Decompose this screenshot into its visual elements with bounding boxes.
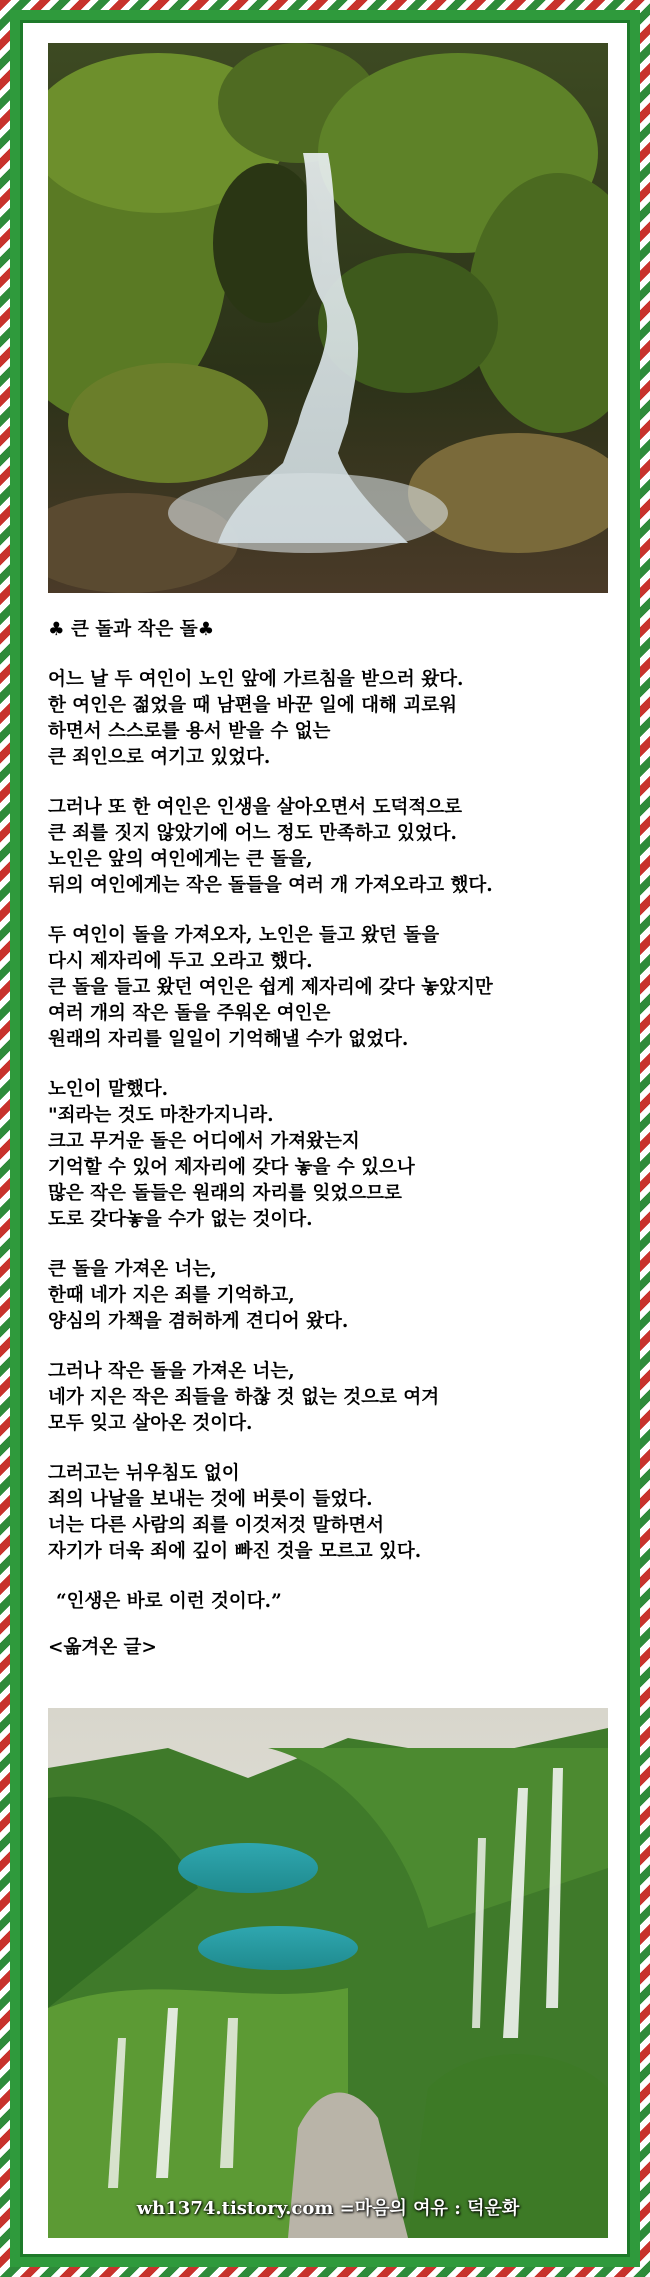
paragraph-2: 그러나 또 한 여인은 인생을 살아오면서 도덕적으로 큰 죄를 짓지 않았기에 어느 정도 만족하고 있었다. 노인은 앞의 여인에게는 큰 돌을, 뒤의 여인에게는 작은 돌들을 여러 개 가져오라고 했다. [48,797,493,896]
article-title: ♣ 큰 돌과 작은 돌♣ [48,619,215,640]
content-card [20,20,630,2257]
waterfall-mossy-rocks-photo [48,43,608,593]
lakes-waterfalls-valley-photo [48,1708,608,2238]
source-note: <옮겨온 글> [48,1637,157,1658]
paragraph-6: 그러나 작은 돌을 가져온 너는, 네가 지은 작은 죄들을 하찮 것 없는 것으로 여겨 모두 잊고 살아온 것이다. [48,1361,440,1434]
paragraph-1: 어느 날 두 여인이 노인 앞에 가르침을 받으러 왔다. 한 여인은 젊었을 때 남편을 바꾼 일에 대해 괴로워 하면서 스스로를 용서 받을 수 없는 큰 죄인으로 여기고 있었다. [48,669,464,768]
paragraph-7: 그러고는 뉘우침도 없이 죄의 나날을 보내는 것에 버릇이 들었다. 너는 다른 사람의 죄를 이것저것 말하면서 자기가 더욱 죄에 깊이 빠진 것을 모르고 있다. [48,1463,422,1562]
decorative-frame [10,10,640,2267]
watermark-text: wh1374.tistory.com =마음의 여유 : 덕운화 [136,2198,520,2219]
article-body [48,617,618,1661]
closing-quote: “인생은 바로 이런 것이다.” [56,1591,282,1612]
paragraph-4: 노인이 말했다. "죄라는 것도 마찬가지니라. 크고 무거운 돌은 어디에서 가져왔는지 기억할 수 있어 제자리에 갖다 놓을 수 있으나 많은 작은 돌들은 원래의 자리를 잊었으므로 도로 갖다놓을 수가 없는 것이다. [48,1079,415,1230]
paragraph-5: 큰 돌을 가져온 너는, 한때 네가 지은 죄를 기억하고, 양심의 가책을 겸허하게 견디어 왔다. [48,1259,349,1332]
paragraph-3: 두 여인이 돌을 가져오자, 노인은 들고 왔던 돌을 다시 제자리에 두고 오라고 했다. 큰 돌을 들고 왔던 여인은 쉽게 제자리에 갖다 놓았지만 여러 개의 작은 돌을 주워온 여인은 원래의 자리를 일일이 기억해낼 수가 없었다. [48,925,493,1050]
